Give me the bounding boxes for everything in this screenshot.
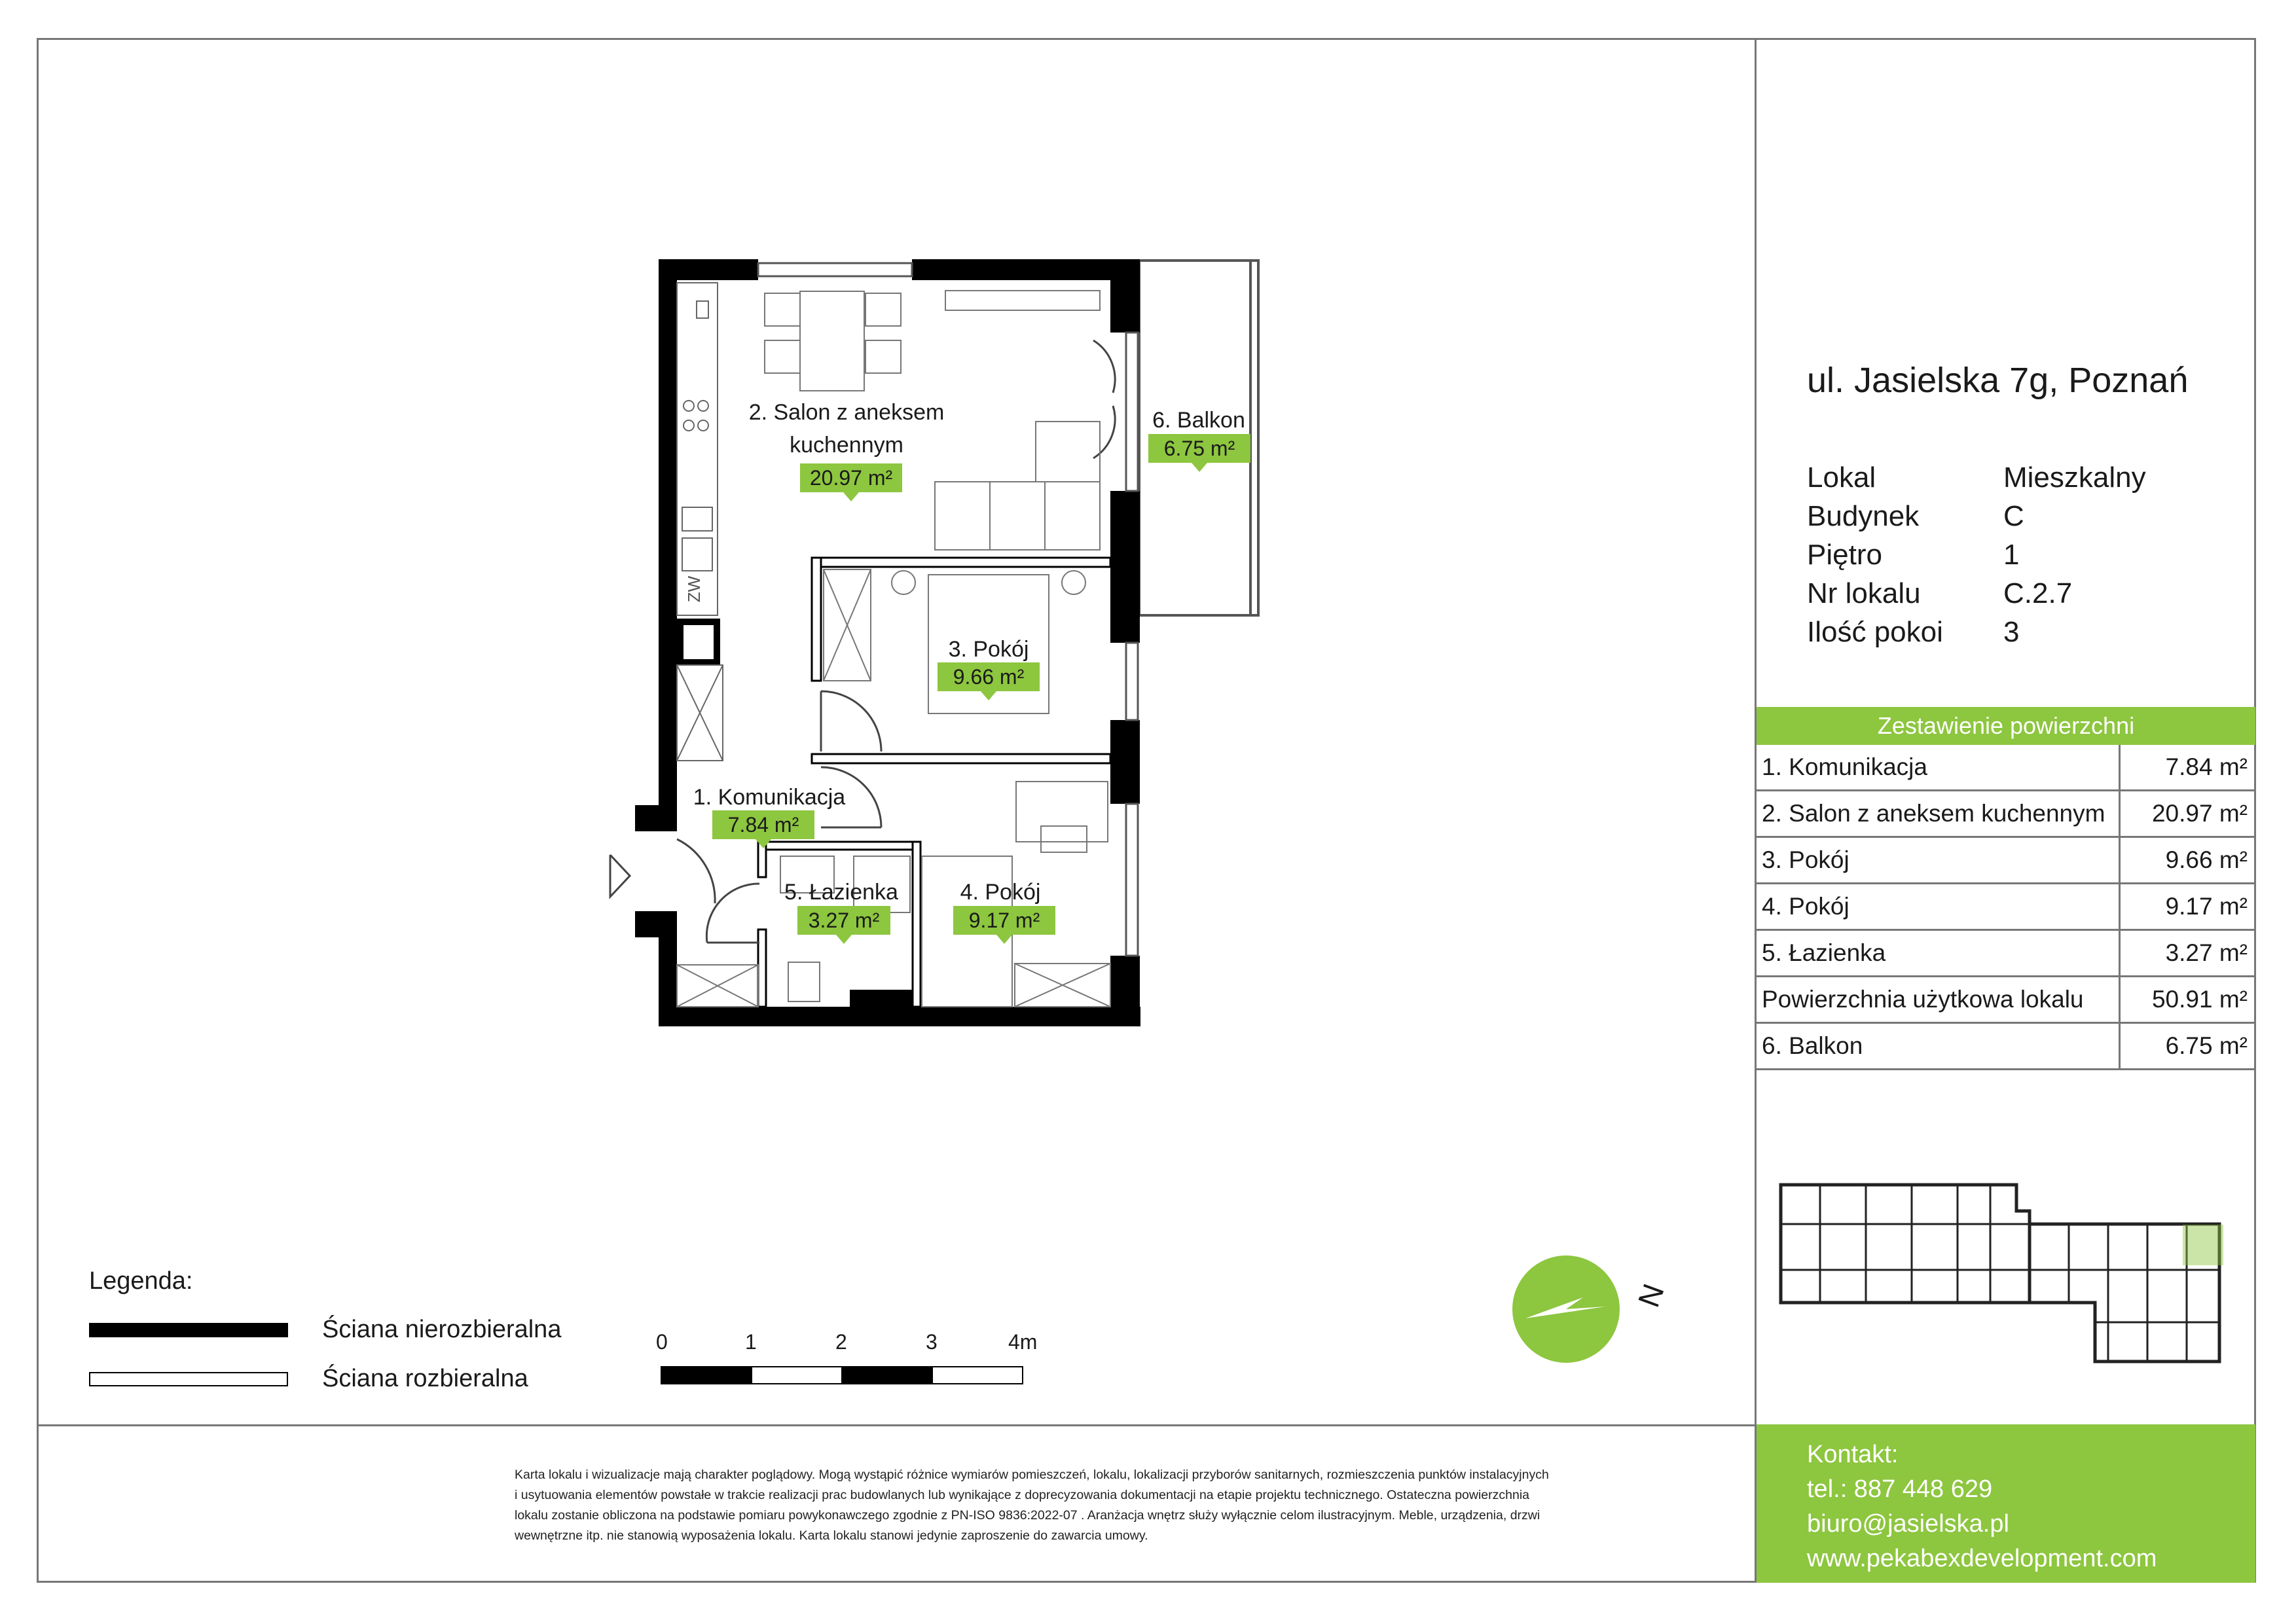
scale-label-1: 1 bbox=[745, 1330, 757, 1354]
fridge-mark: ZW bbox=[684, 575, 704, 603]
contact-email[interactable]: biuro@jasielska.pl bbox=[1807, 1510, 2009, 1538]
salon-label bbox=[738, 396, 955, 461]
pokoj4-label: 4. Pokój bbox=[960, 880, 1041, 905]
info-value: 1 bbox=[2003, 539, 2020, 571]
komunikacja-label: 1. Komunikacja bbox=[693, 785, 846, 810]
balkon-area: 6.75 m² bbox=[1148, 434, 1250, 463]
row-name: Powierzchnia użytkowa lokalu bbox=[1757, 977, 2121, 1022]
salon-label-line1: 2. Salon z aneksem bbox=[748, 400, 945, 425]
area-summary-table bbox=[1757, 707, 2255, 1070]
info-row bbox=[1807, 458, 2146, 497]
unit-highlight bbox=[2183, 1225, 2223, 1265]
contact-website[interactable]: www.pekabexdevelopment.com bbox=[1807, 1545, 2157, 1572]
living-furniture bbox=[935, 291, 1100, 550]
table-row bbox=[1757, 745, 2255, 791]
legend-solid bbox=[89, 1316, 561, 1344]
info-key: Lokal bbox=[1807, 461, 1876, 494]
legend-solid-swatch bbox=[89, 1323, 288, 1337]
table-row bbox=[1757, 791, 2255, 838]
info-key: Ilość pokoi bbox=[1807, 616, 1943, 648]
info-row bbox=[1807, 574, 2146, 613]
info-row bbox=[1807, 613, 2146, 651]
row-name: 5. Łazienka bbox=[1757, 931, 2121, 975]
info-key: Piętro bbox=[1807, 539, 1882, 571]
legend-light-label: Ściana rozbieralna bbox=[322, 1365, 528, 1392]
pokoj4-area: 9.17 m² bbox=[953, 906, 1055, 935]
table-row bbox=[1757, 884, 2255, 931]
info-value: 3 bbox=[2003, 616, 2020, 648]
table-row bbox=[1757, 1024, 2255, 1070]
contact-box bbox=[1757, 1424, 2255, 1583]
lazienka-label: 5. Łazienka bbox=[784, 880, 898, 905]
footer-divider bbox=[37, 1424, 1757, 1426]
kitchen-counter bbox=[677, 283, 723, 761]
info-list bbox=[1807, 458, 2146, 651]
contact-title: Kontakt: bbox=[1807, 1441, 1899, 1468]
dining-table bbox=[765, 291, 901, 391]
disclaimer-line: wewnętrzne itp. nie stanowią wyposażenia lokalu. Karta lokalu stanowi jedynie zaproszenie do zawarcia umowy. bbox=[515, 1528, 1148, 1543]
row-name: 4. Pokój bbox=[1757, 884, 2121, 929]
compass bbox=[1512, 1255, 1620, 1363]
building-key-plan bbox=[1768, 1172, 2239, 1388]
info-value: C bbox=[2003, 500, 2024, 532]
balkon-label: 6. Balkon bbox=[1152, 408, 1245, 433]
row-name: 3. Pokój bbox=[1757, 838, 2121, 882]
north-label: N bbox=[1631, 1279, 1671, 1312]
salon-area: 20.97 m² bbox=[800, 463, 902, 492]
table-title: Zestawienie powierzchni bbox=[1757, 707, 2255, 745]
info-value: Mieszkalny bbox=[2003, 461, 2146, 494]
komunikacja-area: 7.84 m² bbox=[712, 810, 814, 839]
row-area: 50.91 m² bbox=[2151, 986, 2248, 1013]
disclaimer bbox=[515, 1465, 1713, 1546]
table-row bbox=[1757, 838, 2255, 884]
scale-bar bbox=[661, 1367, 1023, 1384]
legend-light bbox=[89, 1365, 528, 1393]
scale-label-3: 3 bbox=[926, 1330, 938, 1354]
row-area: 9.66 m² bbox=[2165, 846, 2248, 873]
table-row bbox=[1757, 977, 2255, 1024]
legend-light-swatch bbox=[89, 1372, 288, 1386]
pokoj3-label: 3. Pokój bbox=[948, 637, 1029, 662]
scale-label-4: 4m bbox=[1008, 1330, 1038, 1354]
table-row bbox=[1757, 931, 2255, 977]
pokoj3-area: 9.66 m² bbox=[938, 662, 1040, 691]
row-name: 6. Balkon bbox=[1757, 1024, 2121, 1068]
info-row bbox=[1807, 497, 2146, 535]
disclaimer-line: lokalu zostanie obliczona na podstawie pomiaru powykonawczego zgodnie z PN-ISO 9836:2022-07 . Aranżacja wnętrz służy wyłącznie celom ilustracyjnym. Meble, urządzenia, drzwi bbox=[515, 1508, 1540, 1523]
disclaimer-line: Karta lokalu i wizualizacje mają charakter poglądowy. Mogą wystąpić różnice wymiarów pomieszczeń, lokalu, lokalizacji przyborów sanitarnych, rozmieszczenia punktów instalacyjnych bbox=[515, 1468, 1549, 1482]
info-key: Nr lokalu bbox=[1807, 577, 1921, 609]
row-area: 3.27 m² bbox=[2165, 939, 2248, 966]
disclaimer-line: i usytuowania elementów powstałe w trakcie realizacji prac budowlanych lub wynikające z doprecyzowania dokumentacji na etapie projektu technicznego. Ostateczna powierzchnia bbox=[515, 1488, 1530, 1502]
row-name: 2. Salon z aneksem kuchennym bbox=[1757, 791, 2121, 836]
salon-label-line2: kuchennym bbox=[790, 433, 903, 458]
scale-label-0: 0 bbox=[656, 1330, 668, 1354]
row-name: 1. Komunikacja bbox=[1757, 745, 2121, 789]
info-key: Budynek bbox=[1807, 500, 1920, 532]
address: ul. Jasielska 7g, Poznań bbox=[1807, 361, 2189, 400]
info-row bbox=[1807, 535, 2146, 574]
row-area: 7.84 m² bbox=[2165, 753, 2248, 780]
row-area: 9.17 m² bbox=[2165, 893, 2248, 920]
row-area: 6.75 m² bbox=[2165, 1032, 2248, 1059]
contact-phone[interactable]: tel.: 887 448 629 bbox=[1807, 1475, 1993, 1503]
legend-title: Legenda: bbox=[89, 1267, 193, 1295]
row-area: 20.97 m² bbox=[2151, 800, 2248, 827]
info-value: C.2.7 bbox=[2003, 577, 2073, 609]
scale-label-2: 2 bbox=[835, 1330, 847, 1354]
legend-solid-label: Ściana nierozbieralna bbox=[322, 1316, 562, 1343]
lazienka-area: 3.27 m² bbox=[797, 906, 890, 935]
